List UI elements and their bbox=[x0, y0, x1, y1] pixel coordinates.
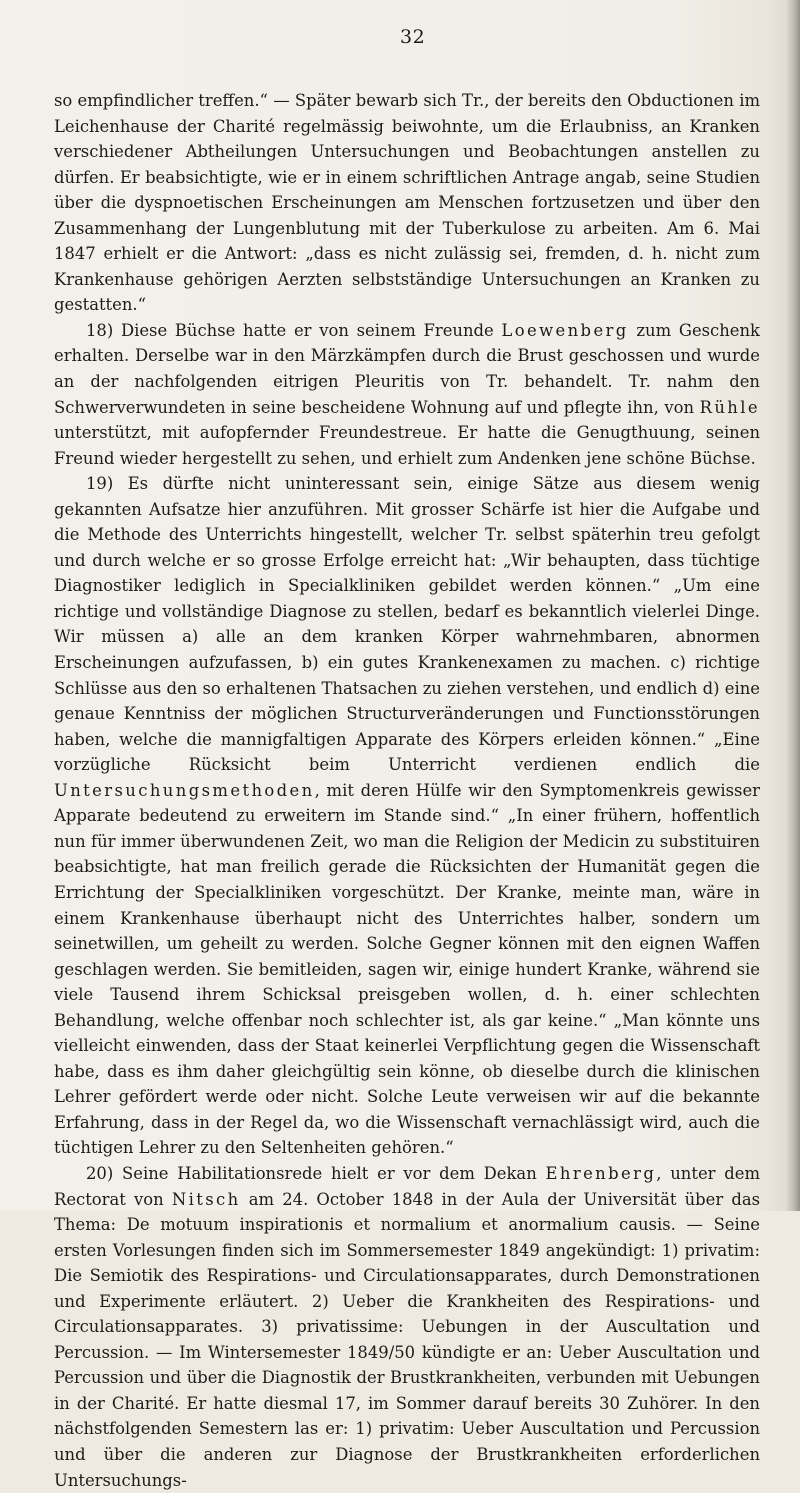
person-name: Ehrenberg bbox=[545, 1163, 657, 1183]
text-segment: , unter dem Rectorat von bbox=[54, 1163, 760, 1209]
text-segment: 18) Diese Büchse hatte er von seinem Freunde bbox=[86, 320, 502, 340]
person-name: Rühle bbox=[699, 397, 760, 417]
text-segment: unterstützt, mit aufopfernder Freundestreue. Er hatte die Genugthuung, seinen Freund wieder hergestellt zu sehen, und erhielt zum Andenken jene schöne Büchse. bbox=[54, 423, 760, 468]
text-segment: 20) Seine Habilitationsrede hielt er vor dem Dekan bbox=[86, 1163, 546, 1183]
paragraph-continuation bbox=[54, 88, 760, 318]
body-text bbox=[54, 88, 760, 1493]
emphasis-term: Untersuchungsmethoden bbox=[54, 780, 315, 800]
page-edge-shadow bbox=[786, 0, 800, 1211]
footnote-18 bbox=[54, 318, 760, 471]
text-segment: zum Geschenk erhalten. Derselbe war in den Märzkämpfen durch die Brust geschossen und wurde an der nachfolgenden eitrigen Pleuritis von Tr. behandelt. Tr. nahm den Schwerverwundeten in seine bescheidene Wohnung auf und pflegte ihn, von bbox=[54, 320, 760, 417]
text-segment: so empfindlicher treffen.“ — Später bewarb sich Tr., der bereits den Obductionen im Leichenhause der Charité regelmässig beiwohnte, um die Erlaubniss, an Kranken verschiedener Abtheilungen Untersuchungen und Beobachtungen anstellen zu dürfen. Er beabsichtigte, wie er in einem schriftlichen Antrage angab, seine Studien über die dyspnoetischen Erscheinungen am Menschen fortzusetzen und über den Zusammenhang der Lungenblutung mit der Tuberkulose zu arbeiten. Am 6. Mai 1847 erhielt er die Antwort: „dass es nicht zulässig sei, fremden, d. h. nicht zum Krankenhause gehörigen Aerzten selbstständige Untersuchungen an Kranken zu gestatten.“ bbox=[54, 91, 760, 315]
text-segment: 19) Es dürfte nicht uninteressant sein, einige Sätze aus diesem wenig gekannten Aufsatze hier anzuführen. Mit grosser Schärfe ist hier die Aufgabe und die Methode des Unterrichts hingestellt, welcher Tr. selbst späterhin treu gefolgt und durch welche er so grosse Erfolge erreicht hat: „Wir behaupten, dass tüchtige Diagnostiker lediglich in Specialkliniken gebildet werden können.“ „Um eine richtige und vollständige Diagnose zu stellen, bedarf es bekanntlich vielerlei Dinge. Wir müssen a) alle an dem kranken Körper wahrnehmbaren, abnormen Erscheinungen aufzufassen, b) ein gutes Krankenexamen zu machen. c) richtige Schlüsse aus den so erhaltenen Thatsachen zu ziehen verstehen, und endlich d) eine genaue Kenntniss der möglichen Structurveränderungen und Functionsstörungen haben, welche die mannigfaltigen Apparate des Körpers erleiden können.“ „Eine vorzügliche Rücksicht beim Unterricht verdienen endlich die bbox=[54, 474, 760, 775]
person-name: Loewenberg bbox=[501, 320, 629, 340]
text-segment: am 24. October 1848 in der Aula der Universität über das Thema: De motuum inspirationis et normalium et anormalium causis. — Seine ersten Vorlesungen finden sich im Sommersemester 1849 angekündigt: 1) privatim: Die Semiotik des Respirations- und Circulationsapparates, durch Demonstrationen und Experimente erläutert. 2) Ueber die Krankheiten des Respirations- und Circulationsapparates. 3) privatissime: Uebungen in der Auscultation und Percussion. — Im Wintersemester 1849/50 kündigte er an: Ueber Auscultation und Percussion und über die Diagnostik der Brustkrankheiten, verbunden mit Uebungen in der Charité. Er hatte diesmal 17, im Sommer darauf bereits 30 Zuhörer. In den nächstfolgenden Semestern las er: 1) privatim: Ueber Auscultation und Percussion und über die anderen zur Diagnose der Brustkrankheiten erforderlichen Untersuchungs- bbox=[54, 1189, 761, 1490]
page-number: 32 bbox=[400, 26, 426, 48]
footnote-19 bbox=[54, 471, 760, 1161]
person-name: Nitsch bbox=[171, 1189, 241, 1209]
text-segment: , mit deren Hülfe wir den Symptomenkreis gewisser Apparate bedeutend zu erweitern im Stande sind.“ „In einer frühern, hoffentlich nun für immer überwundenen Zeit, wo man die Religion der Medicin zu substituiren beabsichtigte, hat man freilich gerade die Rücksichten der Humanität gegen die Errichtung der Specialkliniken vorgeschützt. Der Kranke, meinte man, wäre in einem Krankenhause überhaupt nicht des Unterrichtes halber, sondern um seinetwillen, um geheilt zu werden. Solche Gegner können mit den eignen Waffen geschlagen werden. Sie bemitleiden, sagen wir, einige hundert Kranke, während sie viele Tausend ihrem Schicksal preisgeben wollen, d. h. einer schlechten Behandlung, welche offenbar noch schlechter ist, als gar keine.“ „Man könnte uns vielleicht einwenden, dass der Staat keinerlei Verpflichtung gegen die Wissenschaft habe, dass es ihm daher gleichgültig sein könne, ob dieselbe durch die klinischen Lehrer gefördert werde oder nicht. Solche Leute verweisen wir auf die bekannte Erfahrung, dass in der Regel da, wo die Wissenschaft vernachlässigt wird, auch die tüchtigen Lehrer zu den Seltenheiten gehören.“ bbox=[54, 780, 760, 1158]
